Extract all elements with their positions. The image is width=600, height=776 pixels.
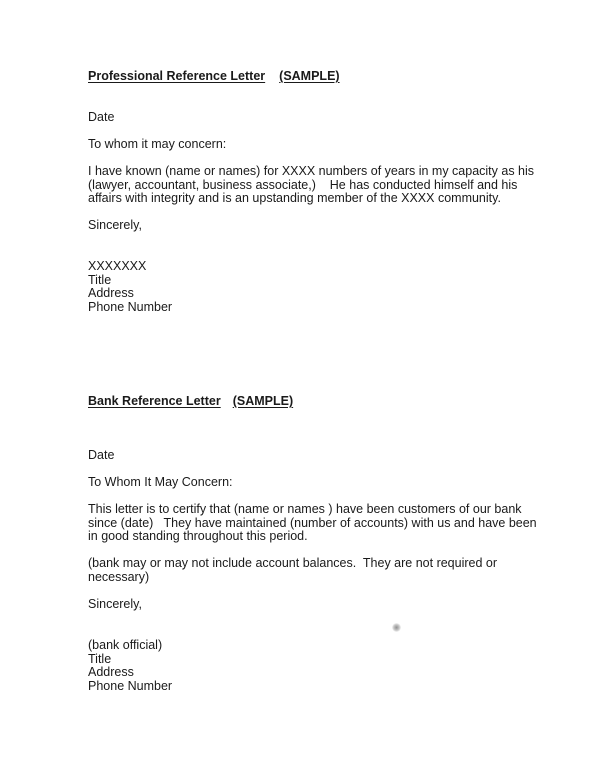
signature-phone: Phone Number	[88, 678, 173, 693]
bank-date: Date	[88, 448, 115, 462]
bank-note-paragraph	[88, 557, 497, 584]
signature-address: Address	[88, 286, 134, 300]
professional-closing: Sincerely,	[88, 218, 142, 232]
bank-letter-heading	[88, 395, 293, 409]
body-line: affairs with integrity and is an upstanding member of the XXXX community.	[88, 191, 501, 205]
professional-sample-tag: (SAMPLE)	[279, 69, 340, 83]
bank-signature-block	[88, 639, 172, 693]
body-line: in good standing throughout this period.	[88, 529, 308, 543]
bank-letter-title: Bank Reference Letter	[88, 394, 221, 408]
bank-sample-tag: (SAMPLE)	[232, 394, 294, 408]
professional-letter-title: Professional Reference Letter	[88, 69, 266, 83]
body-line: I have known (name or names) for XXXX numbers of years in my capacity as his	[88, 164, 535, 178]
signature-title: Title	[88, 272, 112, 287]
scan-speck	[392, 623, 401, 632]
bank-body-paragraph	[88, 503, 537, 544]
professional-body-paragraph	[88, 165, 534, 206]
note-line: (bank may or may not include account balances. They are not required or	[88, 556, 498, 570]
body-line: since (date) They have maintained (number of accounts) with us and have been	[88, 515, 537, 530]
body-line: This letter is to certify that (name or names ) have been customers of our bank	[88, 502, 522, 516]
professional-signature-block	[88, 260, 172, 314]
signature-phone: Phone Number	[88, 299, 173, 314]
professional-salutation: To whom it may concern:	[88, 137, 227, 151]
body-line: (lawyer, accountant, business associate,) He has conducted himself and his	[88, 177, 518, 192]
professional-date: Date	[88, 110, 115, 124]
note-line: necessary)	[88, 569, 150, 584]
signature-title: Title	[88, 651, 112, 666]
signature-name: (bank official)	[88, 638, 163, 652]
professional-letter-heading	[88, 70, 340, 84]
bank-closing: Sincerely,	[88, 597, 142, 611]
bank-salutation: To Whom It May Concern:	[88, 475, 233, 489]
signature-name: XXXXXXX	[88, 259, 147, 273]
signature-address: Address	[88, 665, 134, 679]
